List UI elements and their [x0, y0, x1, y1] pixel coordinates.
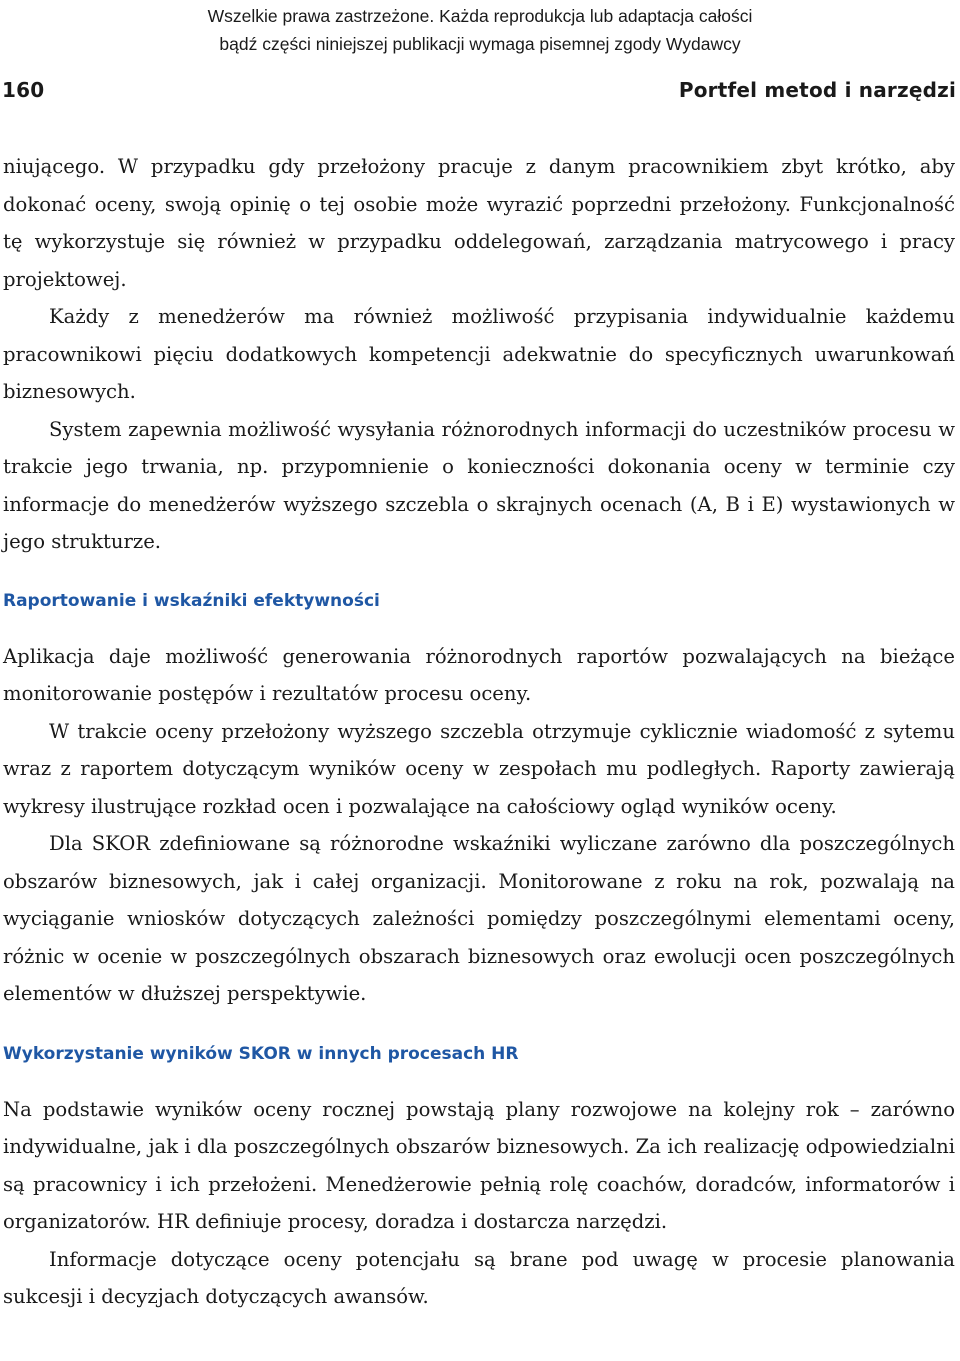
page-content: [3, 148, 955, 1316]
copyright-notice-line-2: bądź części niniejszej publikacji wymaga pisemnej zgody Wydawcy: [219, 34, 741, 54]
paragraph-hr-1: Na podstawie wyników oceny rocznej powstają plany rozwojowe na kolejny rok – zarówno indywidualne, jak i dla poszczególnych obszarów biznesowych. Za ich realizację odpowiedzialni są pracownicy i ich przełożeni. Menedżerowie pełnią rolę coachów, doradców, informatorów i organizatorów. HR definiuje procesy, doradza i dostarcza narzędzi.: [3, 1097, 955, 1233]
page-number: 160: [2, 78, 45, 102]
paragraph-reporting-1: Aplikacja daje możliwość generowania różnorodnych raportów pozwalających na bieżące monitorowanie postępów i rezultatów procesu oceny.: [3, 644, 955, 705]
section-heading-reporting: Raportowanie i wskaźniki efektywności: [3, 590, 380, 611]
paragraph-notifications: System zapewnia możliwość wysyłania różnorodnych informacji do uczestników procesu w trakcie jego trwania, np. przypomnienie o konieczności dokonania oceny w terminie czy informacje do menedżerów wyższego szczebla o skrajnych ocenach (A, B i E) wystawionych w jego strukturze.: [3, 417, 955, 553]
paragraph-reporting-2: W trakcie oceny przełożony wyższego szczebla otrzymuje cyklicznie wiadomość z sytemu wraz z raportem dotyczącym wyników oceny w zespołach mu podległych. Raporty zawierają wykresy ilustrujące rozkład ocen i pozwalające na całościowy ogląd wyników oceny.: [3, 719, 955, 818]
book-title: Portfel metod i narzędzi: [678, 78, 956, 102]
copyright-notice-line-1: Wszelkie prawa zastrzeżone. Każda reprodukcja lub adaptacja całości: [207, 6, 753, 26]
copyright-notice: [0, 0, 960, 58]
paragraph-hr-2: Informacje dotyczące oceny potencjału są brane pod uwagę w procesie planowania sukcesji i decyzjach dotyczących awansów.: [3, 1247, 955, 1308]
paragraph-competencies: Każdy z menedżerów ma również możliwość przypisania indywidualnie każdemu pracownikowi pięciu dodatkowych kompetencji adekwatnie do specyficznych uwarunkowań biznesowych.: [3, 305, 955, 403]
paragraph-reporting-3: Dla SKOR zdefiniowane są różnorodne wskaźniki wyliczane zarówno dla poszczególnych obszarów biznesowych, jak i całej organizacji. Monitorowane z roku na rok, pozwalają na wyciąganie wniosków dotyczących zależności pomiędzy poszczególnymi elementami oceny, różnic w ocenie w poszczególnych obszarach biznesowych oraz ewolucji ocen poszczególnych elementów w dłuższej perspektywie.: [3, 832, 955, 1005]
section-heading-hr-processes: Wykorzystanie wyników SKOR w innych procesach HR: [3, 1043, 519, 1064]
paragraph-continuation: niującego. W przypadku gdy przełożony pracuje z danym pracownikiem zbyt krótko, aby dokonać oceny, swoją opinię o tej osobie może wyrazić poprzedni przełożony. Funkcjonalność tę wykorzystuje się również w przypadku oddelegowań, zarządzania matrycowego i pracy projektowej.: [3, 155, 955, 291]
running-head: [2, 74, 956, 106]
